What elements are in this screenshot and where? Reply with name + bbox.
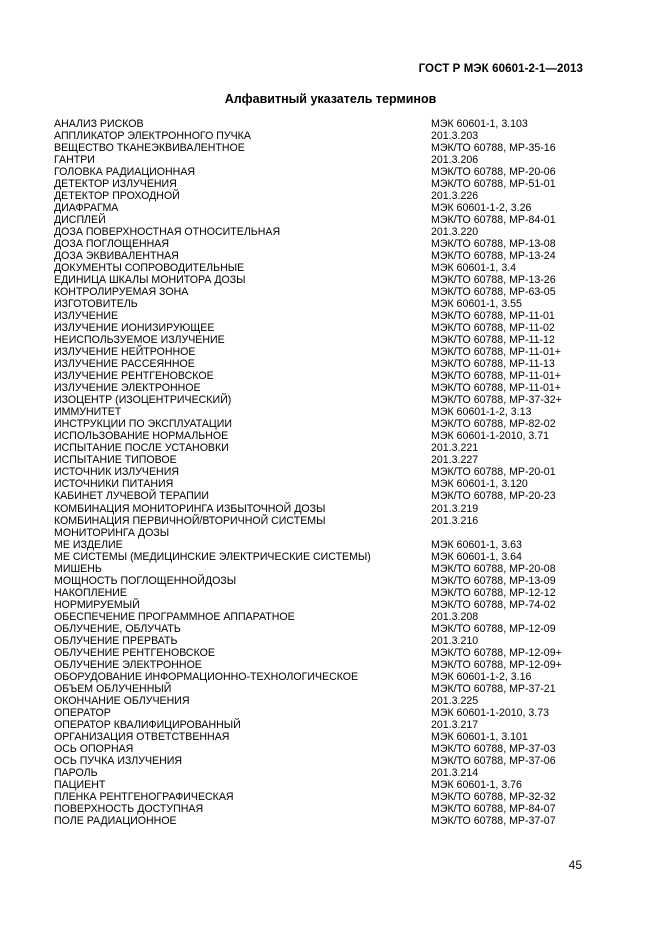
index-term: ИЗЛУЧЕНИЕ — [54, 310, 119, 323]
index-reference: МЭК/ТО 60788, MP-37-03 — [431, 742, 556, 755]
index-reference: МЭК/ТО 60788, MP-12-09+ — [431, 646, 562, 659]
index-term: МОЩНОСТЬ ПОГЛОЩЕННОЙДОЗЫ — [54, 574, 237, 587]
index-term: АНАЛИЗ РИСКОВ — [54, 118, 144, 130]
index-entry — [54, 382, 594, 394]
index-reference: МЭК/ТО 60788, MP-32-32 — [431, 790, 556, 803]
index-reference: 201.3.219 — [431, 502, 479, 515]
index-reference: МЭК/ТО 60788, MP-84-07 — [431, 802, 556, 815]
index-term: ИНСТРУКЦИИ ПО ЭКСПЛУАТАЦИИ — [54, 418, 232, 431]
index-entry — [54, 767, 594, 779]
index-reference: МЭК/ТО 60788, MP-11-01+ — [431, 370, 561, 383]
index-reference: МЭК 60601-1-2010, 3.73 — [431, 706, 550, 719]
index-term: ДОКУМЕНТЫ СОПРОВОДИТЕЛЬНЫЕ — [54, 262, 245, 275]
index-term: МЕ ИЗДЕЛИЕ — [54, 538, 123, 551]
index-entry — [54, 334, 594, 346]
index-entry — [54, 779, 594, 791]
index-term: ПОЛЕ РАДИАЦИОННОЕ — [54, 814, 177, 827]
index-reference: МЭК/ТО 60788, MP-63-05 — [431, 286, 556, 299]
index-reference: МЭК 60601-1, 3.64 — [431, 550, 522, 563]
index-term: ОБЕСПЕЧЕНИЕ ПРОГРАММНОЕ АППАРАТНОЕ — [54, 610, 295, 623]
index-reference: МЭК/ТО 60788, MP-12-12 — [431, 586, 556, 599]
index-reference: МЭК/ТО 60788, MP-11-01 — [431, 310, 555, 323]
index-reference: МЭК 60601-1, 3.101 — [431, 730, 528, 743]
index-reference: 201.3.206 — [431, 154, 479, 167]
standard-header: ГОСТ Р МЭК 60601-2-1—2013 — [418, 63, 583, 75]
index-term: ИСПЫТАНИЕ ТИПОВОЕ — [54, 454, 177, 467]
index-term: ОСЬ ОПОРНАЯ — [54, 742, 134, 755]
index-reference: МЭК/ТО 60788, MP-37-07 — [431, 814, 556, 827]
index-reference: МЭК/ТО 60788, MP-13-26 — [431, 274, 556, 287]
index-reference: 201.3.208 — [431, 610, 479, 623]
index-reference: МЭК/ТО 60788, MP-13-08 — [431, 238, 556, 251]
index-term: ДИАФРАГМА — [54, 202, 119, 215]
index-term: ИЗЛУЧЕНИЕ ИОНИЗИРУЮЩЕЕ — [54, 322, 215, 335]
index-entry — [54, 118, 594, 130]
index-entry — [54, 515, 594, 527]
index-entry — [54, 478, 594, 490]
index-reference: МЭК/ТО 60788, MP-12-09+ — [431, 658, 562, 671]
index-entry — [54, 274, 594, 286]
index-term: ДЕТЕКТОР ИЗЛУЧЕНИЯ — [54, 178, 177, 191]
index-entry — [54, 563, 594, 575]
index-entry — [54, 142, 594, 154]
index-term: ОБЛУЧЕНИЕ ЭЛЕКТРОННОЕ — [54, 658, 202, 671]
index-reference: МЭК 60601-1, 3.76 — [431, 778, 522, 791]
index-term: ОПЕРАТОР — [54, 706, 111, 719]
index-reference: 201.3.216 — [431, 514, 479, 527]
index-reference: МЭК 60601-1, 3.120 — [431, 478, 528, 491]
index-reference: МЭК 60601-1-2, 3.16 — [431, 670, 532, 683]
index-entry — [54, 503, 594, 515]
index-reference: МЭК 60601-1, 3.55 — [431, 298, 522, 311]
index-entry — [54, 719, 594, 731]
index-entry — [54, 298, 594, 310]
index-entry — [54, 623, 594, 635]
index-entry — [54, 250, 594, 262]
index-term: ОБЛУЧЕНИЕ ПРЕРВАТЬ — [54, 634, 178, 647]
index-entry — [54, 130, 594, 142]
index-entry — [54, 803, 594, 815]
index-entry — [54, 755, 594, 767]
index-entry — [54, 683, 594, 695]
index-entry — [54, 178, 594, 190]
index-term: МИШЕНЬ — [54, 562, 102, 575]
index-entry — [54, 226, 594, 238]
index-entry — [54, 202, 594, 214]
index-reference: МЭК/ТО 60788, MP-82-02 — [431, 418, 556, 431]
index-entry — [54, 322, 594, 334]
index-entry — [54, 635, 594, 647]
index-term: ОРГАНИЗАЦИЯ ОТВЕТСТВЕННАЯ — [54, 730, 230, 743]
index-term: ГАНТРИ — [54, 154, 95, 167]
index-term: КОНТРОЛИРУЕМАЯ ЗОНА — [54, 286, 189, 299]
index-term: ДЕТЕКТОР ПРОХОДНОЙ — [54, 190, 180, 203]
index-reference: 201.3.221 — [431, 442, 479, 455]
index-reference: МЭК/ТО 60788, MP-11-12 — [431, 334, 555, 347]
index-reference: МЭК/ТО 60788, MP-11-01+ — [431, 346, 561, 359]
index-term: ДОЗА ПОВЕРХНОСТНАЯ ОТНОСИТЕЛЬНАЯ — [54, 226, 281, 239]
index-entry — [54, 731, 594, 743]
index-term: ИЗЛУЧЕНИЕ ЭЛЕКТРОННОЕ — [54, 382, 201, 395]
index-entry — [54, 587, 594, 599]
index-entry — [54, 346, 594, 358]
index-reference: 201.3.225 — [431, 694, 479, 707]
index-term: НАКОПЛЕНИЕ — [54, 586, 127, 599]
index-reference: МЭК/ТО 60788, MP-13-09 — [431, 574, 556, 587]
index-entry — [54, 262, 594, 274]
index-reference: МЭК/ТО 60788, MP-37-32+ — [431, 394, 562, 407]
index-term: НОРМИРУЕМЫЙ — [54, 598, 140, 611]
index-title: Алфавитный указатель терминов — [224, 92, 437, 106]
index-term: ОБОРУДОВАНИЕ ИНФОРМАЦИОННО-ТЕХНОЛОГИЧЕСКОЕ — [54, 670, 359, 683]
index-entry — [54, 743, 594, 755]
index-term: ИСТОЧНИКИ ПИТАНИЯ — [54, 478, 174, 491]
index-reference: МЭК/ТО 60788, MP-20-08 — [431, 562, 556, 575]
index-reference: 201.3.220 — [431, 226, 479, 239]
index-term: ПЛЕНКА РЕНТГЕНОГРАФИЧЕСКАЯ — [54, 790, 234, 803]
index-reference: МЭК/ТО 60788, MP-35-16 — [431, 142, 556, 155]
index-entry — [54, 310, 594, 322]
index-term: ОКОНЧАНИЕ ОБЛУЧЕНИЯ — [54, 694, 190, 707]
index-entry — [54, 214, 594, 226]
index-entry — [54, 671, 594, 683]
index-entry — [54, 466, 594, 478]
index-entry — [54, 527, 594, 539]
term-index — [54, 118, 594, 827]
index-entry — [54, 238, 594, 250]
index-reference: 201.3.227 — [431, 454, 479, 467]
index-reference: 201.3.210 — [431, 634, 479, 647]
index-term: ОБЪЕМ ОБЛУЧЕННЫЙ — [54, 682, 172, 695]
index-reference: МЭК/ТО 60788, MP-20-23 — [431, 490, 556, 503]
index-reference: МЭК 60601-1, 3.4 — [431, 262, 517, 275]
index-term: ЕДИНИЦА ШКАЛЫ МОНИТОРА ДОЗЫ — [54, 274, 246, 287]
index-entry — [54, 394, 594, 406]
index-term: НЕИСПОЛЬЗУЕМОЕ ИЗЛУЧЕНИЕ — [54, 334, 225, 347]
index-entry — [54, 707, 594, 719]
index-entry — [54, 611, 594, 623]
index-reference: МЭК/ТО 60788, MP-84-01 — [431, 214, 556, 227]
index-entry — [54, 539, 594, 551]
index-term: ПОВЕРХНОСТЬ ДОСТУПНАЯ — [54, 802, 204, 815]
index-reference: МЭК/ТО 60788, MP-37-21 — [431, 682, 556, 695]
index-entry — [54, 659, 594, 671]
index-term: АППЛИКАТОР ЭЛЕКТРОННОГО ПУЧКА — [54, 130, 251, 143]
index-reference: МЭК/ТО 60788, MP-37-06 — [431, 754, 556, 767]
page-number: 45 — [568, 858, 582, 872]
index-entry — [54, 370, 594, 382]
index-entry — [54, 430, 594, 442]
index-entry — [54, 551, 594, 563]
index-entry — [54, 406, 594, 418]
index-term: ОБЛУЧЕНИЕ РЕНТГЕНОВСКОЕ — [54, 646, 215, 659]
index-term: ИЗЛУЧЕНИЕ РЕНТГЕНОВСКОЕ — [54, 370, 214, 383]
index-term: ОПЕРАТОР КВАЛИФИЦИРОВАННЫЙ — [54, 718, 241, 731]
index-term: ВЕЩЕСТВО ТКАНЕЭКВИВАЛЕНТНОЕ — [54, 142, 245, 155]
index-term: МОНИТОРИНГА ДОЗЫ — [54, 526, 170, 539]
index-term: КАБИНЕТ ЛУЧЕВОЙ ТЕРАПИИ — [54, 490, 209, 503]
index-reference: 201.3.214 — [431, 766, 479, 779]
index-reference: МЭК 60601-1, 3.103 — [431, 118, 528, 130]
index-reference: МЭК/ТО 60788, MP-11-02 — [431, 322, 555, 335]
index-reference: МЭК/ТО 60788, MP-20-06 — [431, 166, 556, 179]
index-term: ДОЗА ЭКВИВАЛЕНТНАЯ — [54, 250, 179, 263]
index-term: ОСЬ ПУЧКА ИЗЛУЧЕНИЯ — [54, 754, 182, 767]
index-entry — [54, 358, 594, 370]
index-term: ИЗГОТОВИТЕЛЬ — [54, 298, 138, 311]
index-term: ИЗОЦЕНТР (ИЗОЦЕНТРИЧЕСКИЙ) — [54, 394, 232, 407]
index-reference: 201.3.217 — [431, 718, 479, 731]
index-entry — [54, 442, 594, 454]
index-entry — [54, 286, 594, 298]
index-term: ИСПЫТАНИЕ ПОСЛЕ УСТАНОВКИ — [54, 442, 229, 455]
index-entry — [54, 418, 594, 430]
index-entry — [54, 454, 594, 466]
index-entry — [54, 575, 594, 587]
index-term: ОБЛУЧЕНИЕ, ОБЛУЧАТЬ — [54, 622, 181, 635]
index-term: КОМБИНАЦИЯ МОНИТОРИНГА ИЗБЫТОЧНОЙ ДОЗЫ — [54, 502, 326, 515]
index-entry — [54, 647, 594, 659]
index-term: МЕ СИСТЕМЫ (МЕДИЦИНСКИЕ ЭЛЕКТРИЧЕСКИЕ СИСТЕМЫ) — [54, 550, 371, 563]
index-entry — [54, 791, 594, 803]
index-entry — [54, 490, 594, 502]
index-reference: МЭК/ТО 60788, MP-13-24 — [431, 250, 556, 263]
index-entry — [54, 166, 594, 178]
index-reference: МЭК/ТО 60788, MP-11-01+ — [431, 382, 561, 395]
index-entry — [54, 599, 594, 611]
index-term: ПАРОЛЬ — [54, 766, 98, 779]
index-entry — [54, 154, 594, 166]
index-term: ИЗЛУЧЕНИЕ НЕЙТРОННОЕ — [54, 346, 196, 359]
index-term: ИСПОЛЬЗОВАНИЕ НОРМАЛЬНОЕ — [54, 430, 229, 443]
index-reference: МЭК/ТО 60788, MP-51-01 — [431, 178, 556, 191]
index-term: ГОЛОВКА РАДИАЦИОННАЯ — [54, 166, 196, 179]
index-term: ИСТОЧНИК ИЗЛУЧЕНИЯ — [54, 466, 179, 479]
index-term: КОМБИНАЦИЯ ПЕРВИЧНОЙ/ВТОРИЧНОЙ СИСТЕМЫ — [54, 514, 326, 527]
index-reference: 201.3.203 — [431, 130, 479, 143]
index-reference: 201.3.226 — [431, 190, 479, 203]
index-reference: МЭК 60601-1-2010, 3.71 — [431, 430, 550, 443]
index-reference: МЭК 60601-1-2, 3.13 — [431, 406, 532, 419]
index-term: ИММУНИТЕТ — [54, 406, 122, 419]
index-entry — [54, 190, 594, 202]
index-reference: МЭК/ТО 60788, MP-74-02 — [431, 598, 556, 611]
index-reference: МЭК/ТО 60788, MP-20-01 — [431, 466, 556, 479]
index-term: ДОЗА ПОГЛОЩЕННАЯ — [54, 238, 170, 251]
index-reference: МЭК/ТО 60788, MP-12-09 — [431, 622, 556, 635]
index-reference: МЭК 60601-1, 3.63 — [431, 538, 522, 551]
index-term: ПАЦИЕНТ — [54, 778, 106, 791]
index-reference: МЭК/ТО 60788, MP-11-13 — [431, 358, 555, 371]
index-term: ИЗЛУЧЕНИЕ РАССЕЯННОЕ — [54, 358, 195, 371]
index-entry — [54, 695, 594, 707]
index-term: ДИСПЛЕЙ — [54, 214, 106, 227]
index-entry — [54, 815, 594, 827]
index-reference: МЭК 60601-1-2, 3.26 — [431, 202, 532, 215]
